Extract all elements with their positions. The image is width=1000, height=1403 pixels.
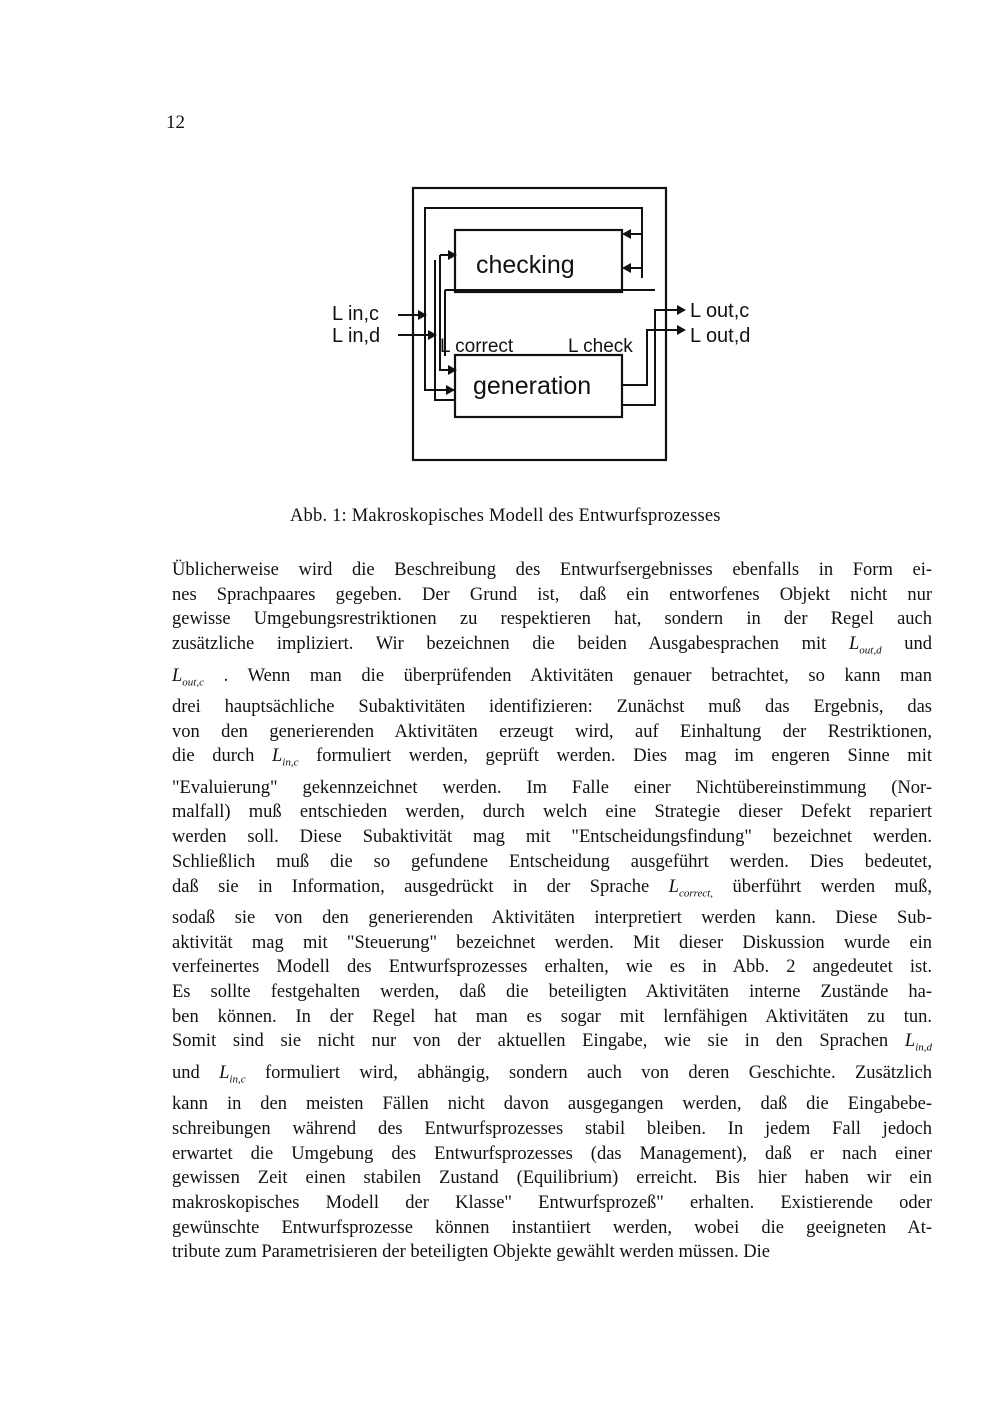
- correct-label: L correct: [440, 336, 514, 357]
- body-paragraph: [172, 558, 932, 1265]
- in-d-label: L in,d: [332, 325, 381, 347]
- text-line: gewissen Zeit einen stabilen Zustand (Equilibrium) erreicht. Bis hier haben wir ein: [172, 1168, 932, 1189]
- figure-macroscopic-model: [320, 180, 780, 475]
- text-line: sodaß sie von den generierenden Aktivitäten interpretiert werden kann. Diese Sub-: [172, 907, 932, 928]
- text-line: schreibungen während des Entwurfsprozesses stabil bleiben. In jedem Fall jedoch: [172, 1118, 932, 1139]
- arrowhead: [446, 385, 455, 395]
- out-d-label: L out,d: [690, 325, 751, 347]
- text-line: zusätzliche impliziert. Wir bezeichnen die beiden Ausgabesprachen mit $L_{out,d}$ und: [172, 634, 932, 657]
- text-line: ben können. In der Regel hat man es sogar mit lernfähigen Aktivitäten zu tun.: [172, 1006, 932, 1027]
- text-line: "Evaluierung" gekennzeichnet werden. Im Falle einer Nichtübereinstimmung (Nor-: [172, 777, 932, 798]
- text-line: gewisse Umgebungsrestriktionen zu respektieren hat, sondern in der Regel auch: [172, 609, 932, 630]
- text-line: $L_{out,c}$ . Wenn man die überprüfenden Aktivitäten genauer betrachtet, so kann man: [172, 665, 932, 689]
- arrowhead: [677, 325, 686, 335]
- arrowhead: [622, 263, 631, 273]
- checking-label: checking: [476, 251, 575, 279]
- diagram-svg: [320, 180, 780, 475]
- out-c-label: L out,c: [690, 300, 750, 322]
- page-number: 12: [166, 112, 185, 133]
- arrowhead: [677, 305, 686, 315]
- text-line: werden soll. Diese Subaktivität mag mit "Entscheidungsfindung" bezeichnet werden.: [172, 827, 932, 848]
- text-line: und $L_{in,c}$ formuliert wird, abhängig, sondern auch von deren Geschichte. Zusätzlich: [172, 1062, 932, 1086]
- text-line: gewünschte Entwurfsprozesse können instantiiert werden, wobei die geeigneten At-: [172, 1217, 932, 1238]
- text-line: Es sollte festgehalten werden, daß die beteiligten Aktivitäten interne Zustände ha-: [172, 982, 932, 1002]
- text-line: Somit sind sie nicht nur von der aktuellen Eingabe, wie sie in den Sprachen $L_{in,d}$: [172, 1031, 932, 1055]
- generation-label: generation: [473, 372, 592, 400]
- check-label: L check: [568, 336, 633, 357]
- text-line: von den generierenden Aktivitäten erzeugt wird, auf Einhaltung der Restriktionen,: [172, 721, 932, 742]
- arrowhead: [622, 229, 631, 239]
- text-line: nes Sprachpaares gegeben. Der Grund ist, daß ein entworfenes Objekt nicht nur: [172, 584, 932, 605]
- outer-frame: [413, 188, 666, 460]
- text-line: daß sie in Information, ausgedrückt in der Sprache $L_{correct,}$ überführt werden muß,: [172, 876, 932, 900]
- text-line: drei hauptsächliche Subaktivitäten identifizieren: Zunächst muß das Ergebnis, das: [172, 696, 932, 717]
- feedback-loop-line: [425, 208, 642, 390]
- text-line: tribute zum Parametrisieren der beteiligten Objekte gewählt werden müssen. Die: [172, 1242, 770, 1263]
- text-line: verfeinertes Modell des Entwurfsprozesses erhalten, wie es in Abb. 2 angedeutet ist.: [172, 957, 932, 978]
- text-line: erwartet die Umgebung des Entwurfsprozesses (das Management), daß er nach einer: [172, 1143, 932, 1164]
- text-line: makroskopisches Modell der Klasse" Entwurfsprozeß" erhalten. Existierende oder: [172, 1193, 932, 1213]
- figure-caption: Abb. 1: Makroskopisches Modell des Entwurfsprozesses: [290, 506, 721, 526]
- text-line: Üblicherweise wird die Beschreibung des Entwurfsergebnisses ebenfalls in Form ei-: [172, 560, 932, 580]
- checking-output-line: [635, 310, 683, 405]
- text-line: Schließlich muß die so gefundene Entscheidung ausgeführt werden. Dies bedeutet,: [172, 851, 932, 872]
- text-line: malfall) muß entschieden werden, durch welch eine Strategie dieser Defekt repariert: [172, 802, 932, 823]
- text-line: die durch $L_{in,c}$ formuliert werden, geprüft werden. Dies mag im engeren Sinne mit: [172, 746, 932, 769]
- text-line: kann in den meisten Fällen nicht davon ausgegangen werden, daß die Eingabebe-: [172, 1094, 932, 1115]
- text-line: aktivität mag mit "Steuerung" bezeichnet werden. Mit dieser Diskussion wurde ein: [172, 932, 932, 953]
- in-c-label: L in,c: [332, 303, 380, 325]
